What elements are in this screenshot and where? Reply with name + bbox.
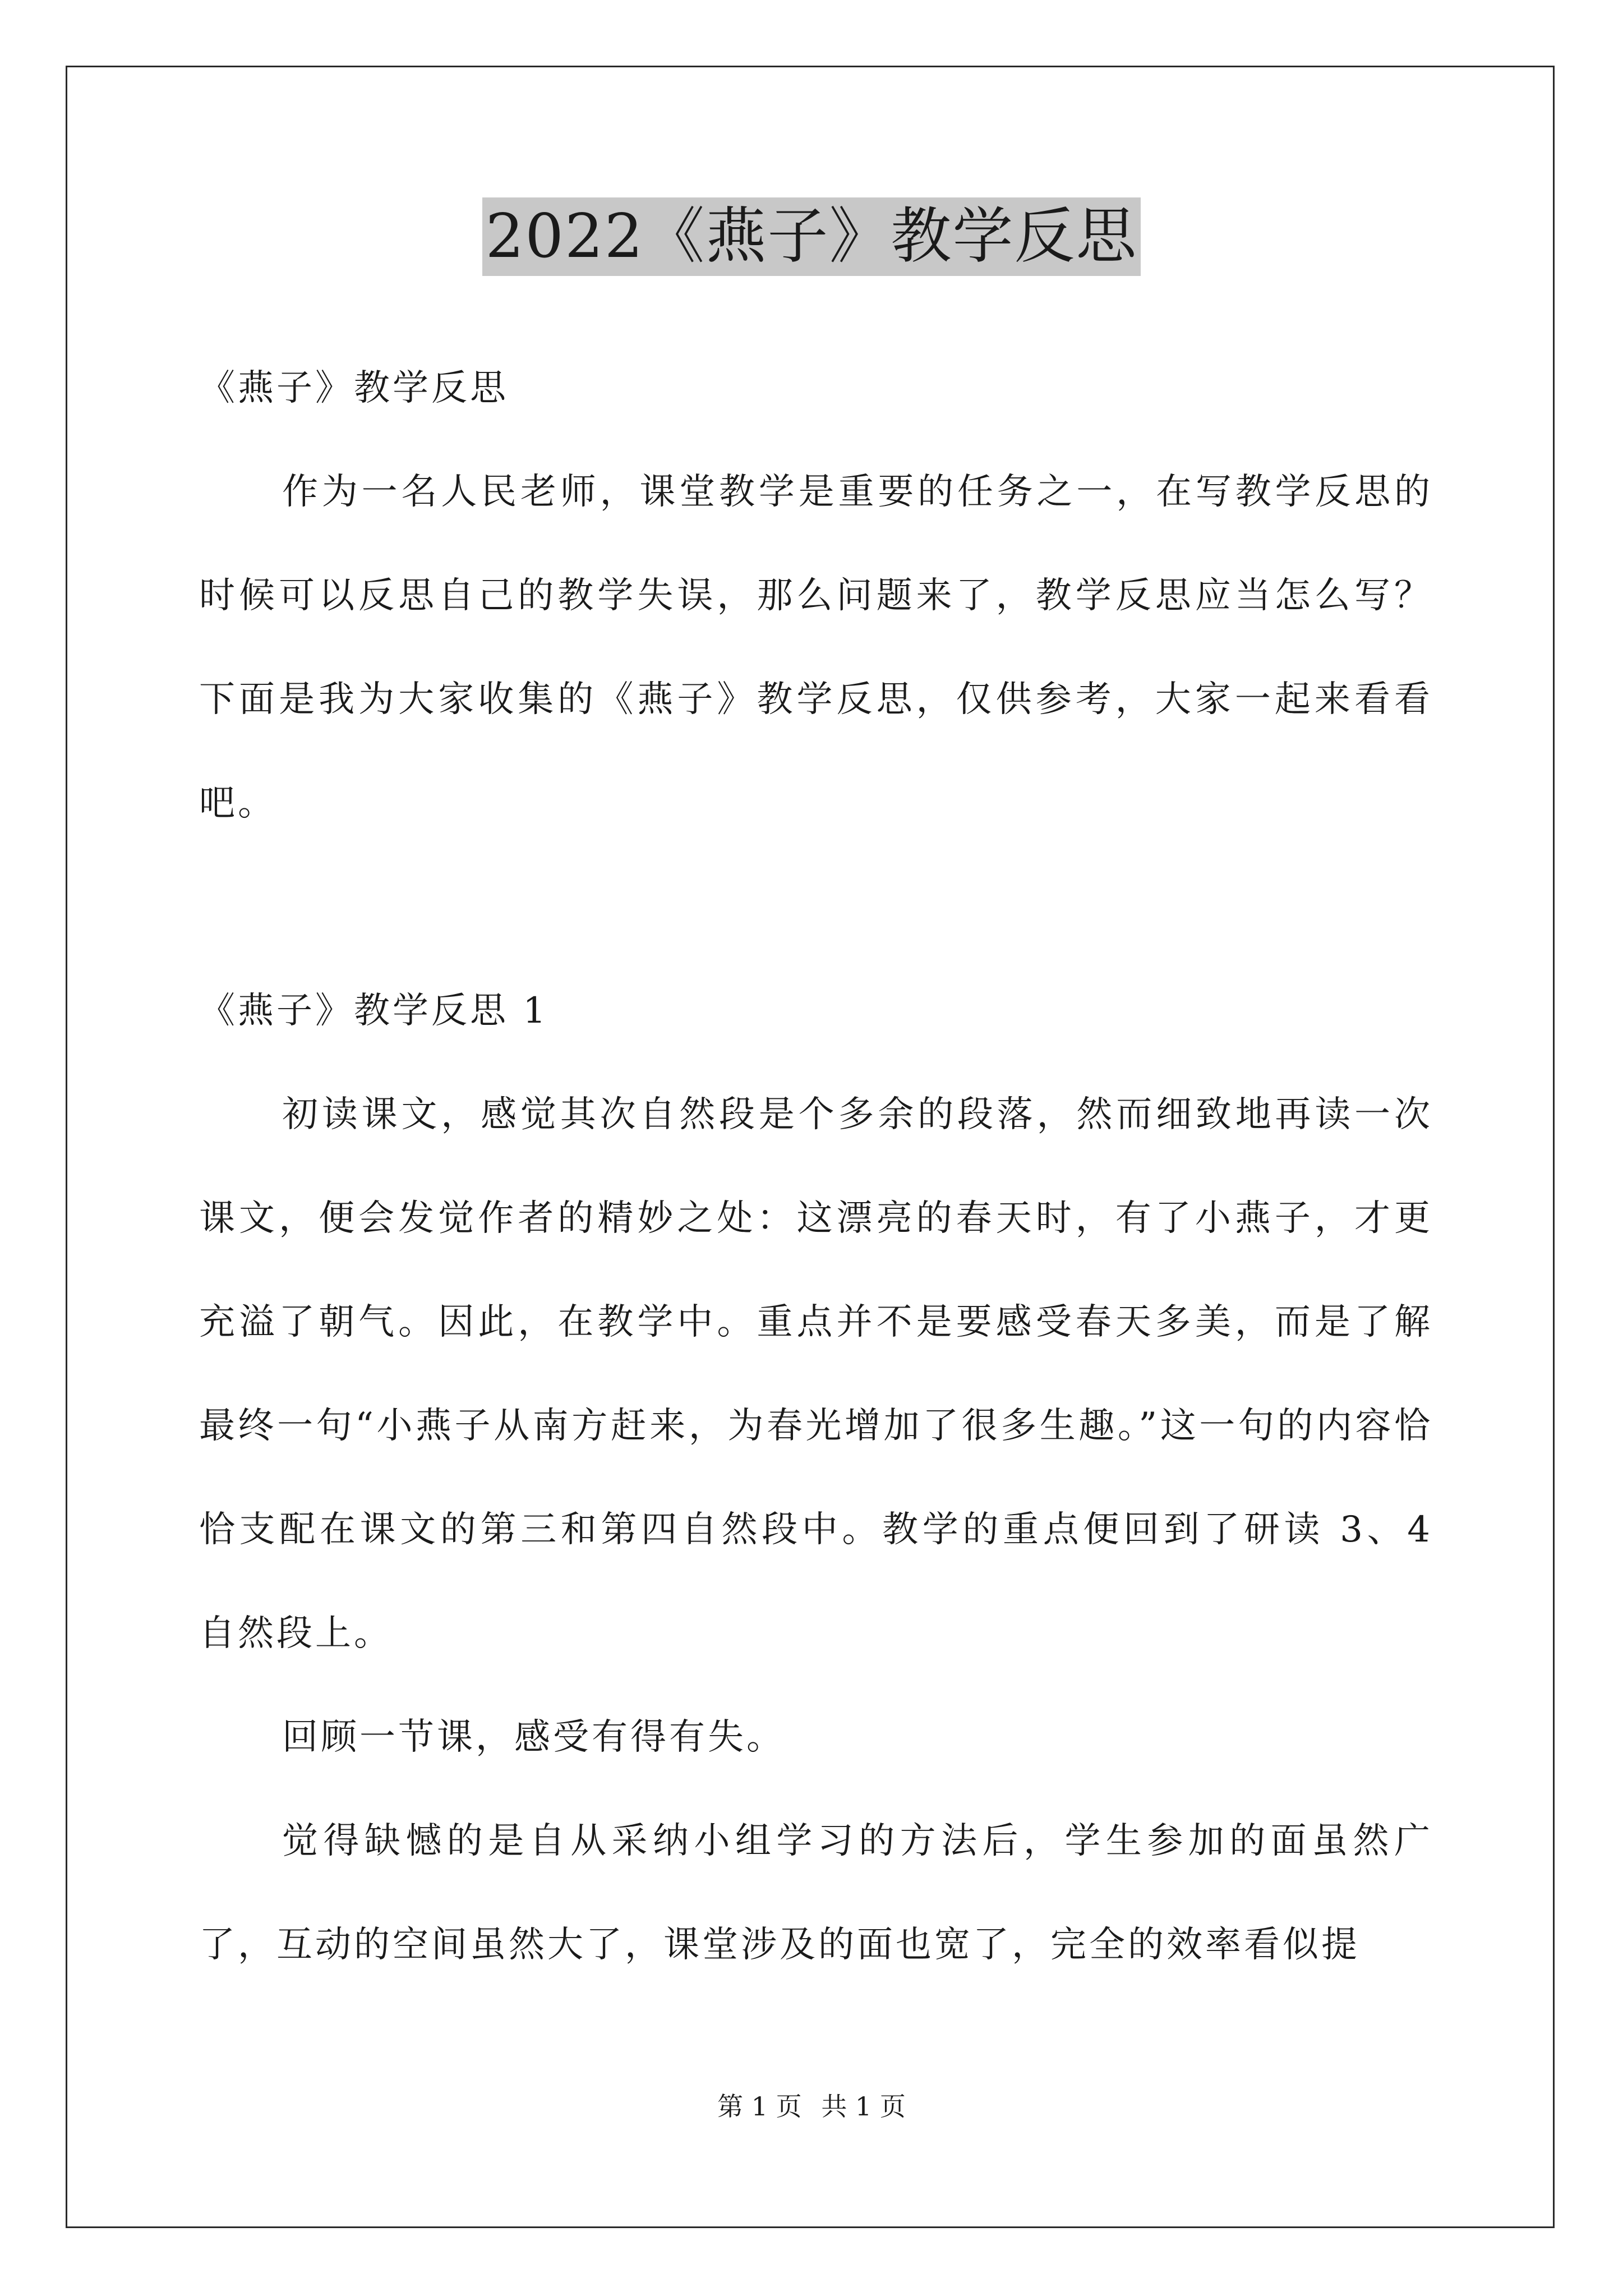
section-paragraph-2: 回顾一节课，感受有得有失。	[282, 1717, 785, 1758]
intro-paragraph: 作为一名人民老师，课堂教学是重要的任务之一，在写教学反思的时候可以反思自己的教学失误，那么问题来了，教学反思应当怎么写？下面是我为大家收集的《燕子》教学反思，仅供参考，大家一起来看看吧。	[199, 471, 1433, 824]
section-paragraph-1: 初读课文，感觉其次自然段是个多余的段落，然而细致地再读一次课文，便会发觉作者的精妙之处：这漂亮的春天时，有了小燕子，才更充溢了朝气。因此，在教学中。重点并不是要感受春天多美，而是了解最终一句“小燕子从南方赶来，为春光增加了很多生趣。”这一句的内容恰恰支配在课文的第三和第四自然段中。教学的重点便回到了研读 3、4 自然段上。	[199, 1094, 1433, 1654]
subtitle: 《燕子》教学反思	[199, 367, 509, 409]
page-total: 共 1 页	[821, 2091, 906, 2122]
section-heading: 《燕子》教学反思 1	[199, 990, 549, 1032]
page-footer	[0, 2090, 1623, 2123]
section-paragraph-3: 觉得缺憾的是自从采纳小组学习的方法后，学生参加的面虽然广了，互动的空间虽然大了，课堂涉及的面也宽了，完全的效率看似提	[199, 1820, 1433, 1966]
page-number: 第 1 页	[717, 2091, 802, 2122]
document-body	[199, 337, 1433, 1997]
document-title	[0, 197, 1623, 276]
document-title-text: 2022《燕子》教学反思	[482, 197, 1141, 276]
